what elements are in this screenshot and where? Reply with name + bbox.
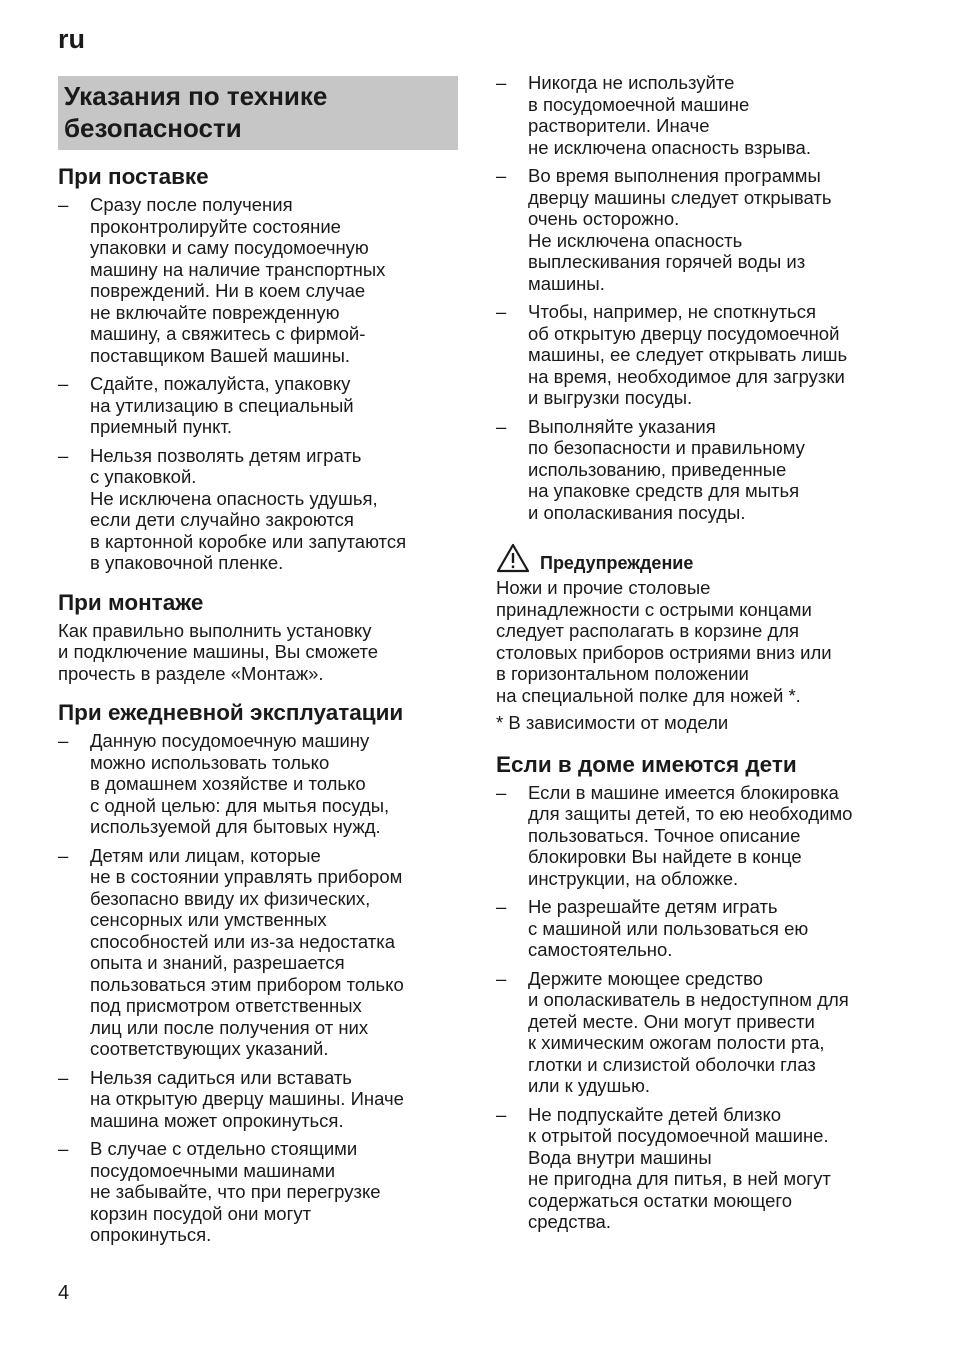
list-item: – Никогда не используйте в посудомоечной машине растворители. Иначе не исключена опасность взрыва. bbox=[496, 72, 896, 158]
left-column bbox=[58, 76, 458, 1260]
list-item: – Во время выполнения программы дверцу машины следует открывать очень осторожно. Не исключена опасность выплескивания горячей воды из машины. bbox=[496, 165, 896, 294]
heading-children: Если в доме имеются дети bbox=[496, 751, 797, 777]
page-number: 4 bbox=[58, 1282, 70, 1304]
list-item: – Детям или лицам, которые не в состоянии управлять прибором безопасно ввиду их физических, сенсорных или умственных способностей или из-за недостатка опыта и знаний, разрешается пользоваться этим прибором только под присмотром ответственных лиц или после получения от них соответствующих указаний. bbox=[58, 845, 458, 1060]
warning-title: Предупреждение bbox=[540, 553, 694, 573]
heading-delivery: При поставке bbox=[58, 164, 209, 189]
warning-header bbox=[496, 543, 896, 573]
section-title-banner: Указания по технике безопасности bbox=[58, 76, 458, 150]
list-item: – Сдайте, пожалуйста, упаковку на утилизацию в специальный приемный пункт. bbox=[58, 373, 458, 438]
list-item: – Сразу после получения проконтролируйте состояние упаковки и саму посудомоечную машину на наличие транспортных повреждений. Ни в коем случае не включайте поврежденную машину, а свяжитесь с фирмой- поставщиком Вашей машины. bbox=[58, 194, 458, 366]
list-item: – Данную посудомоечную машину можно использовать только в домашнем хозяйстве и только с одной целью: для мытья посуды, используемой для бытовых нужд. bbox=[58, 730, 458, 838]
heading-daily-use: При ежедневной эксплуатации bbox=[58, 700, 404, 725]
list-item: – В случае с отдельно стоящими посудомоечными машинами не забывайте, что при перегрузке корзин посудой они могут опрокинуться. bbox=[58, 1138, 458, 1246]
warning-triangle-icon bbox=[496, 543, 530, 573]
heading-mounting: При монтаже bbox=[58, 589, 204, 615]
list-item: – Выполняйте указания по безопасности и правильному использованию, приведенные на упаковке средств для мытья и ополаскивания посуды. bbox=[496, 416, 896, 524]
footnote: * В зависимости от модели bbox=[496, 712, 729, 733]
usage-list-continued bbox=[496, 72, 896, 523]
language-code: ru bbox=[58, 24, 85, 54]
daily-use-list bbox=[58, 730, 458, 1246]
list-item: – Не подпускайте детей близко к отрытой посудомоечной машине. Вода внутри машины не пригодна для питья, в ней могут содержаться остатки моющего средства. bbox=[496, 1104, 896, 1233]
children-list bbox=[496, 782, 896, 1233]
list-item: – Нельзя садиться или вставать на открытую дверцу машины. Иначе машина может опрокинуться. bbox=[58, 1067, 458, 1132]
warning-text: Ножи и прочие столовые принадлежности с острыми концами следует располагать в корзине для столовых приборов остриями вниз или в горизонтальном положении на специальной полке для ножей *. bbox=[496, 577, 832, 706]
delivery-list bbox=[58, 194, 458, 574]
list-item: – Не разрешайте детям играть с машиной или пользоваться ею самостоятельно. bbox=[496, 896, 896, 961]
mounting-text: Как правильно выполнить установку и подключение машины, Вы сможете прочесть в разделе «Монтаж». bbox=[58, 619, 379, 684]
list-item: – Чтобы, например, не споткнуться об открытую дверцу посудомоечной машины, ее следует открывать лишь на время, необходимое для загрузки и выгрузки посуды. bbox=[496, 301, 896, 409]
list-item: – Держите моющее средство и ополаскиватель в недоступном для детей месте. Они могут привести к химическим ожогам полости рта, глотки и слизистой оболочки глаз или к удушью. bbox=[496, 968, 896, 1097]
list-item: – Если в машине имеется блокировка для защиты детей, то ею необходимо пользоваться. Точное описание блокировки Вы найдете в конце инструкции, на обложке. bbox=[496, 782, 896, 890]
right-column bbox=[496, 72, 896, 1247]
list-item: – Нельзя позволять детям играть с упаковкой. Не исключена опасность удушья, если дети случайно закроются в картонной коробке или запутаются в упаковочной пленке. bbox=[58, 445, 458, 574]
